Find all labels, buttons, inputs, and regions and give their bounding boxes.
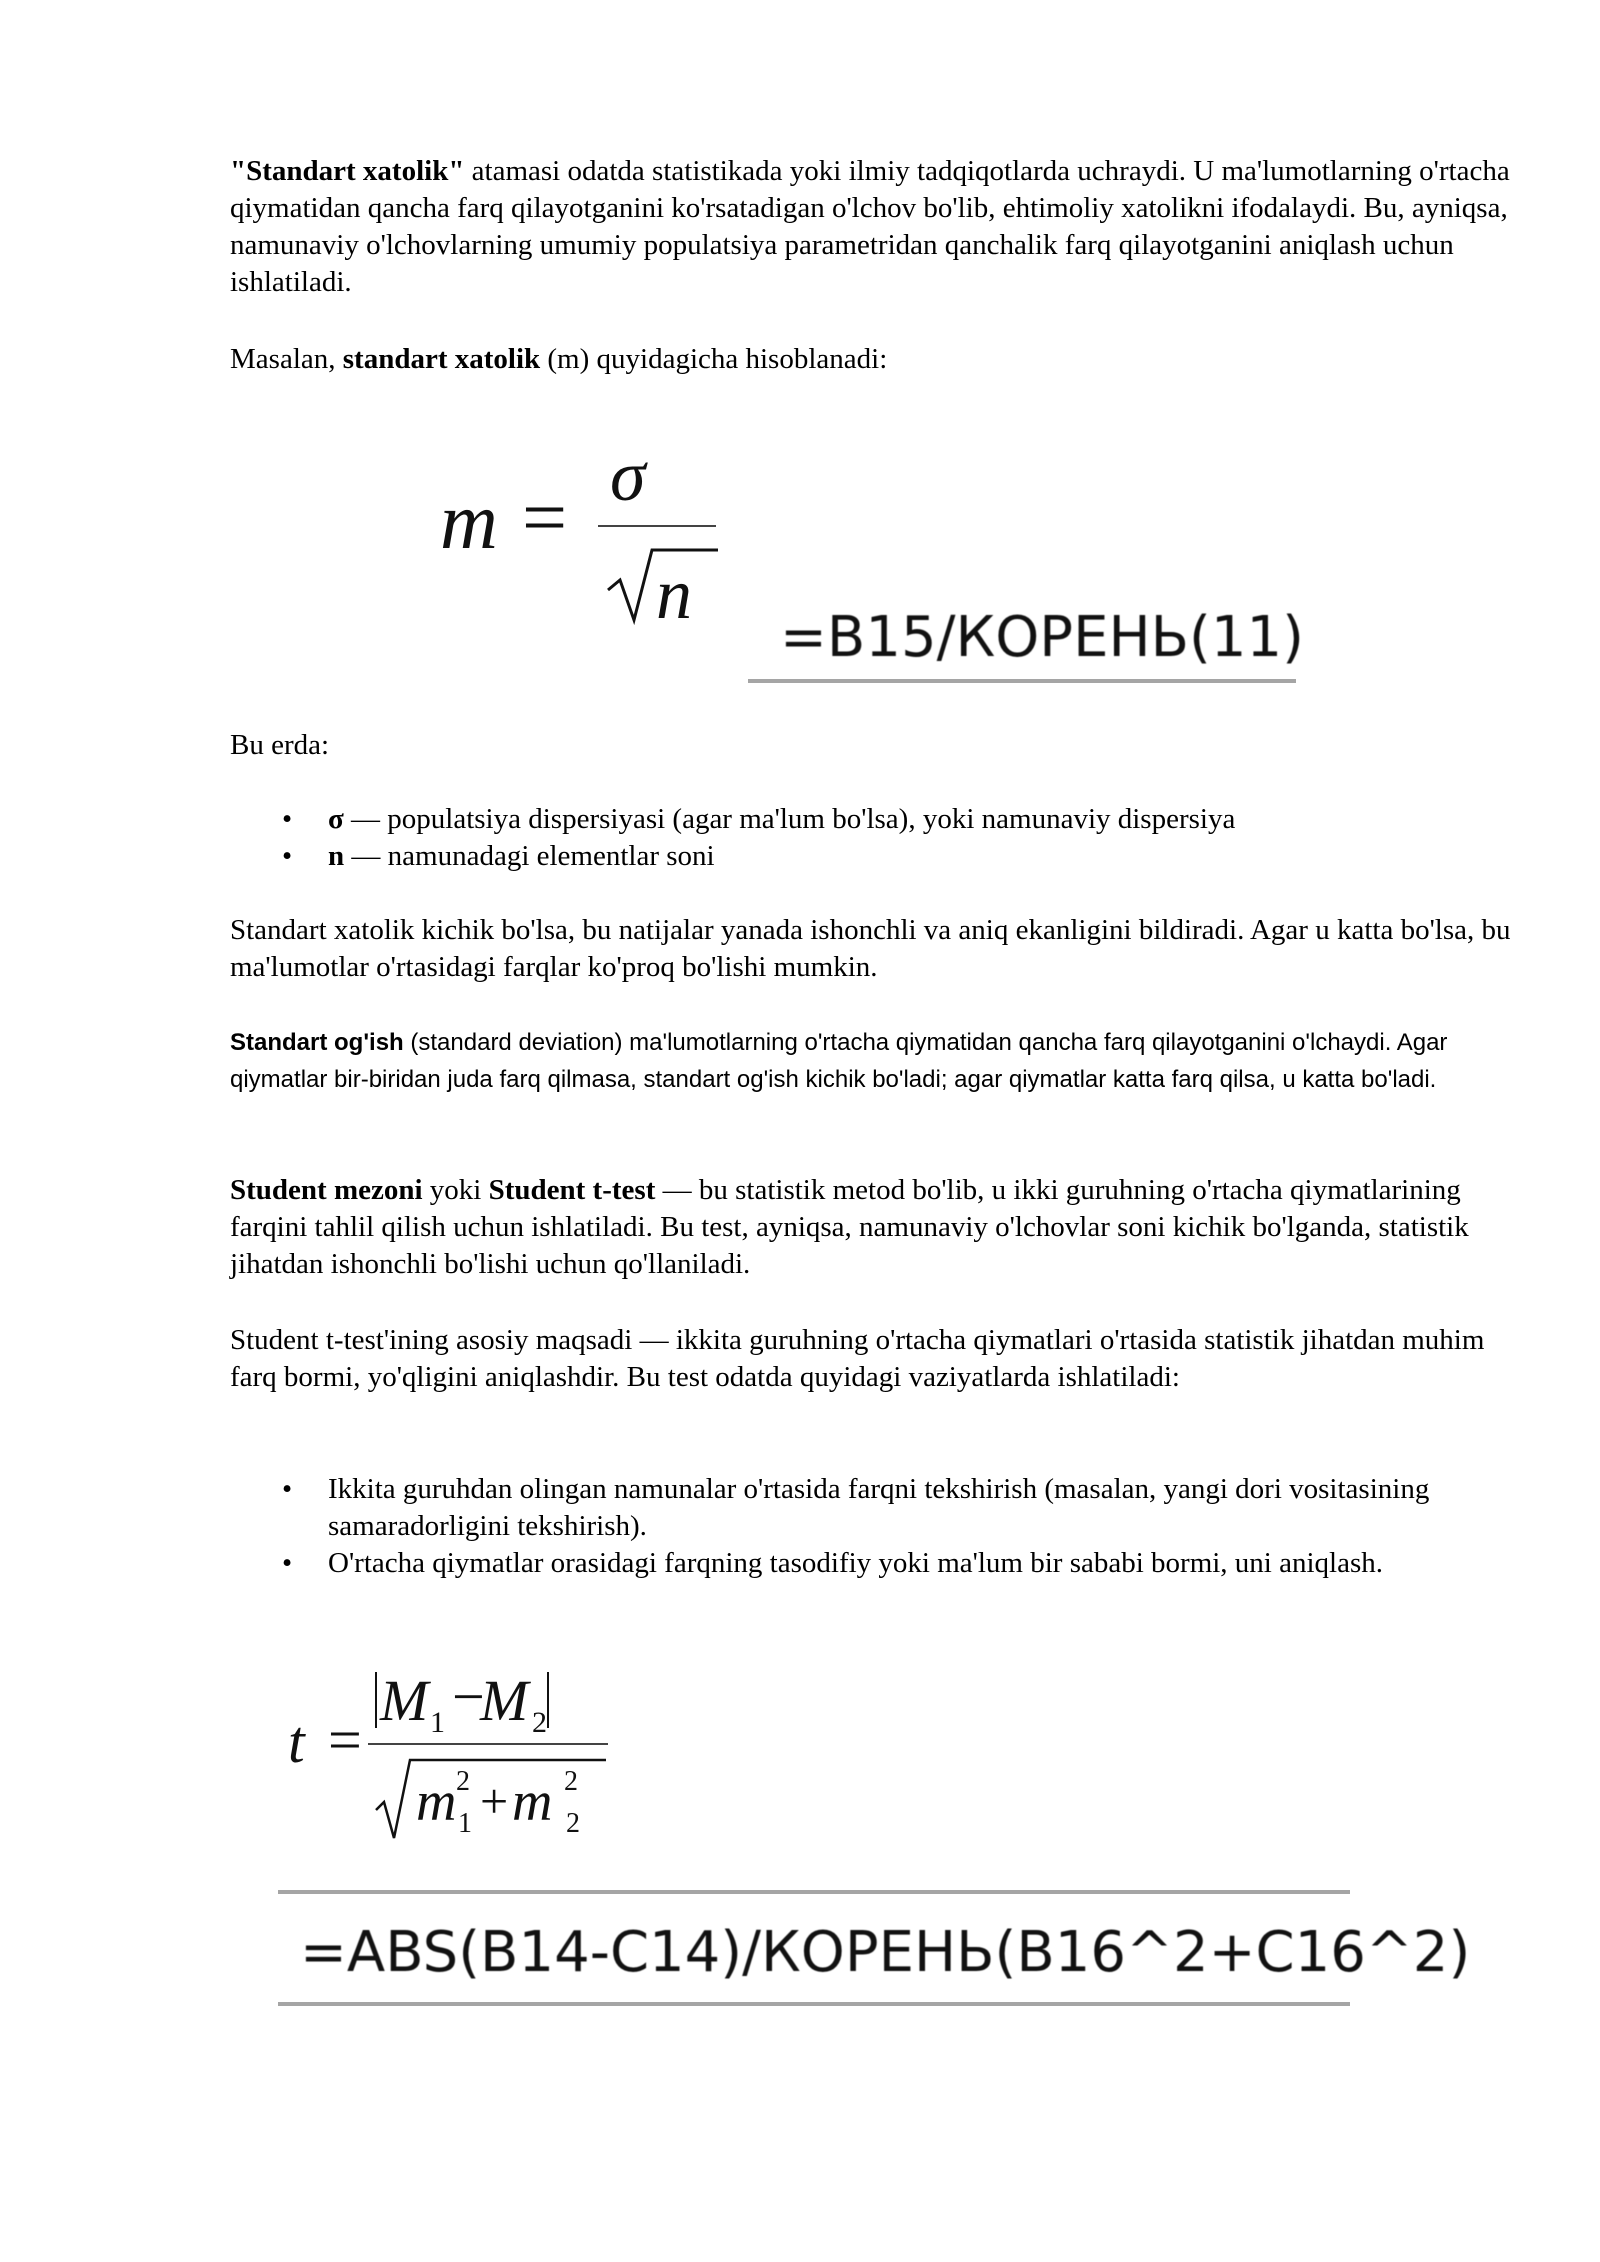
var-n-desc: — namunadagi elementlar soni — [344, 840, 715, 872]
excel-formula-2: =ABS(B14-C14)/КОРЕНЬ(B16^2+C16^2) — [300, 1920, 1471, 1985]
std-deviation-text: (standard deviation) ma'lumotlarning o'rtacha qiymatidan qancha farq qilayotganini o'lchaydi. Agar qiymatlar bir-biridan juda farq qilmasa, standart og'ish kichik bo'ladi; agar qiymatlar katta farq qilsa, u katta bo'ladi. — [230, 1029, 1448, 1093]
intro-paragraph — [230, 153, 1520, 301]
formula2-minus: − — [452, 1664, 485, 1729]
student-test-text: — bu statistik metod bo'lib, u ikki guruhning o'rtacha qiymatlarining farqini tahlil qilish uchun ishlatiladi. Bu test, ayniqsa, namunaviy o'lchovlar soni kichik bo'lganda, statistik jihatdan ishonchli bo'lishi uchun qo'llaniladi. — [230, 1174, 1469, 1280]
formula2-m1-sub: 1 — [458, 1808, 472, 1839]
var-sigma-desc: — populatsiya dispersiyasi (agar ma'lum bo'lsa), yoki namunaviy dispersiya — [343, 803, 1236, 835]
list-item — [230, 838, 1490, 875]
formula2-sup2: 2 — [564, 1766, 578, 1797]
formula2-m2: m — [512, 1771, 553, 1833]
var-n: n — [328, 840, 345, 872]
term-standart-xatolik: "Standart xatolik" — [230, 155, 465, 187]
formula2-plus: + — [480, 1773, 509, 1829]
list-item — [230, 1471, 1490, 1545]
formula2-sub1: 1 — [430, 1706, 445, 1739]
formula1-lhs: m — [440, 478, 498, 566]
bullet-icon: • — [282, 840, 293, 872]
usage-item-text: O'rtacha qiymatlar orasidagi farqning tasodifiy yoki ma'lum bir sababi bormi, uni aniqlash. — [328, 1547, 1384, 1579]
interpretation-paragraph: Standart xatolik kichik bo'lsa, bu natijalar yanada ishonchli va aniq ekanligini bildiradi. Agar u katta bo'lsa, bu ma'lumotlar o'rtasidagi farqlar ko'proq bo'lishi mumkin. — [230, 914, 1511, 983]
ttest-purpose-paragraph: Student t-test'ining asosiy maqsadi — ikkita guruhning o'rtacha qiymatlari o'rtasida statistik jihatdan muhim farq bormi, yo'qligini aniqlashdir. Bu test odatda quyidagi vaziyatlarda ishlatiladi: — [230, 1324, 1485, 1393]
formula2-m1: m — [416, 1771, 457, 1833]
bullet-icon: • — [282, 803, 293, 835]
excel-formula-2-underline — [278, 2002, 1350, 2006]
formula2-lhs: t — [288, 1709, 305, 1775]
intro-text: atamasi odatda statistikada yoki ilmiy tadqiqotlarda uchraydi. U ma'lumotlarning o'rtacha qiymatidan qancha farq qilayotganini ko'rsatadigan o'lchov bo'lib, ehtimoliy xatolikni ifodalaydi. Bu, ayniqsa, namunaviy o'lchovlarning umumiy populatsiya parametridan qanchalik farq qilayotganini aniqlash uchun ishlatiladi. — [230, 155, 1510, 298]
t-test-formula — [280, 1660, 640, 1850]
standard-error-formula — [430, 440, 730, 640]
formula1-sigma: σ — [610, 440, 646, 516]
formula2-sup1: 2 — [456, 1766, 470, 1797]
formula2-m2-sub: 2 — [566, 1808, 580, 1839]
std-deviation-paragraph — [230, 1024, 1520, 1098]
example-paragraph — [230, 341, 1520, 378]
list-item — [230, 801, 1490, 838]
excel-formula-2-topline — [278, 1890, 1350, 1894]
where-label: Bu erda: — [230, 729, 330, 761]
var-sigma: σ — [328, 803, 344, 835]
term-student-ttest: Student t-test — [488, 1174, 656, 1206]
excel-formula-1: =B15/КОРЕНЬ(11) — [780, 605, 1304, 670]
excel-formula-1-underline — [748, 679, 1296, 683]
example-bold: standart xatolik — [342, 343, 541, 375]
formula1-n: n — [656, 554, 692, 634]
list-item — [230, 1545, 1490, 1582]
variables-list — [230, 801, 1490, 875]
term-standart-ogish: Standart og'ish — [230, 1029, 404, 1056]
formula2-sub2: 2 — [532, 1706, 547, 1739]
formula2-M1: M — [380, 1668, 429, 1733]
bullet-icon: • — [282, 1547, 293, 1579]
student-mid: yoki — [422, 1174, 489, 1206]
example-post: (m) quyidagicha hisoblanadi: — [540, 343, 888, 375]
ttest-usage-list — [230, 1471, 1490, 1582]
term-student-mezoni: Student mezoni — [230, 1174, 423, 1206]
usage-item-text: Ikkita guruhdan olingan namunalar o'rtasida farqni tekshirish (masalan, yangi dori vositasining samaradorligini tekshirish). — [328, 1473, 1430, 1542]
student-test-paragraph — [230, 1172, 1520, 1283]
example-pre: Masalan, — [230, 343, 343, 375]
bullet-icon: • — [282, 1473, 293, 1505]
formula1-eq: = — [522, 474, 568, 562]
formula2-M2: M — [480, 1668, 529, 1733]
formula2-eq: = — [328, 1707, 362, 1773]
